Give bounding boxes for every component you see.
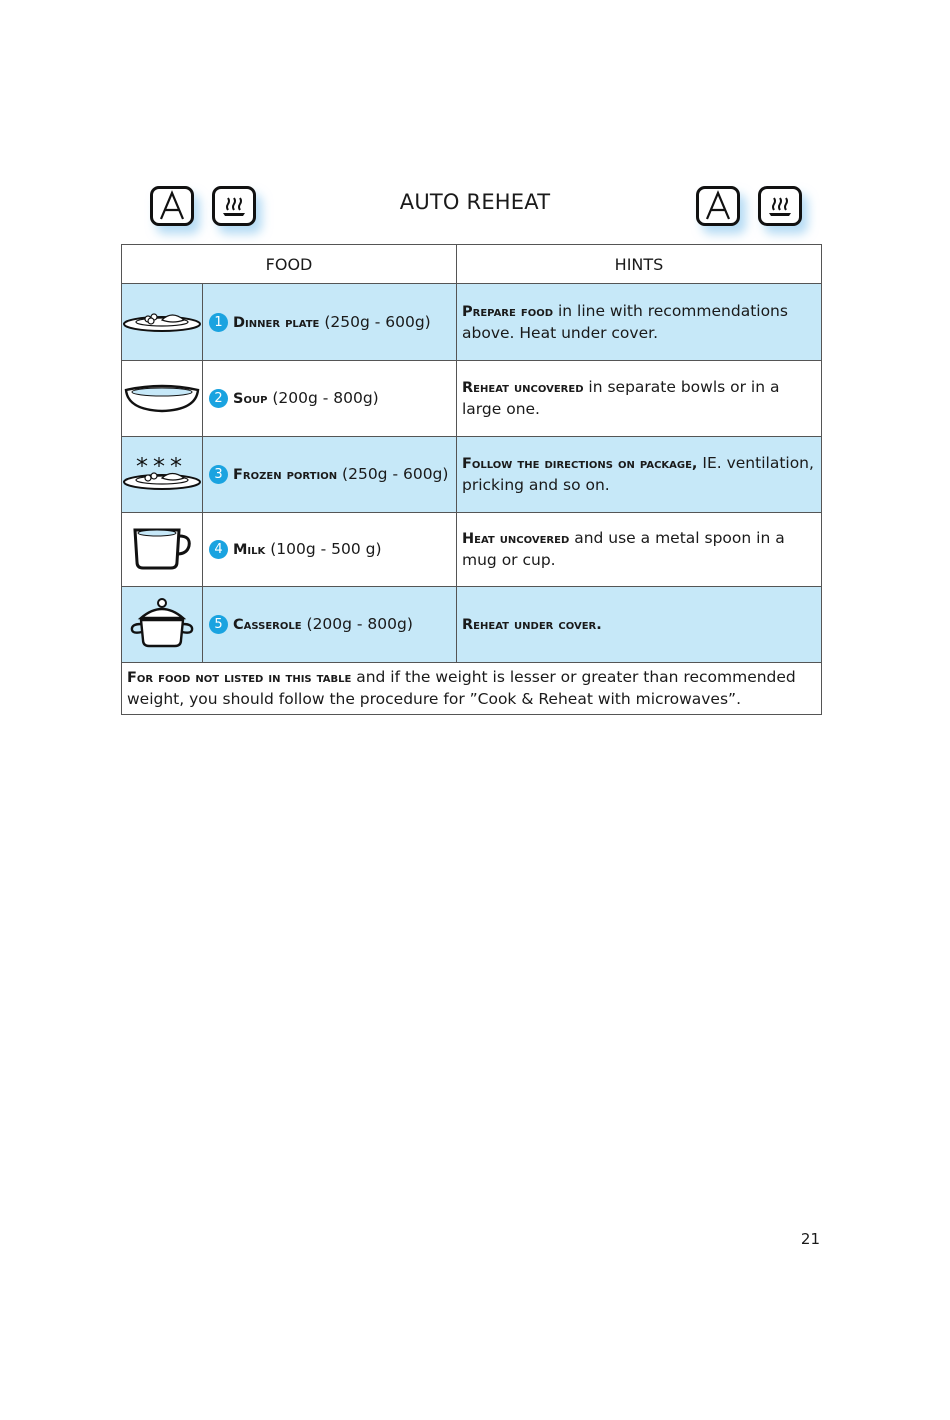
hint-lead: Prepare food <box>462 303 554 320</box>
dinner-plate-icon <box>122 284 203 361</box>
footer-text: and if the weight is lesser or greater than recommended weight, you should follow the procedure for ”Cook & Reheat with microwaves”. <box>127 668 796 708</box>
auto-reheat-table <box>121 244 822 715</box>
food-name: Dinner plate <box>233 314 320 331</box>
hint-cell <box>457 361 822 437</box>
milk-mug-icon <box>122 513 203 587</box>
table-row <box>122 587 822 663</box>
food-weight: (100g - 500 g) <box>270 540 382 558</box>
food-name: Soup <box>233 391 268 407</box>
frozen-plate-icon <box>122 437 203 513</box>
header-icons-right <box>696 186 802 226</box>
food-name: Casserole <box>233 617 302 633</box>
hint-cell <box>457 513 822 587</box>
number-badge: 3 <box>209 465 228 484</box>
footer-note <box>122 663 822 715</box>
soup-bowl-icon <box>122 361 203 437</box>
hint-cell <box>457 284 822 361</box>
hints-column-header: HINTS <box>457 245 822 284</box>
food-weight: (250g - 600g) <box>324 312 431 331</box>
hint-lead: Reheat under cover. <box>462 616 602 633</box>
food-weight: (200g - 800g) <box>306 615 413 633</box>
hint-text: in line with recommendations above. Heat under cover. <box>462 301 788 342</box>
table-header-row <box>122 245 822 284</box>
food-cell <box>203 284 457 361</box>
food-column-header: FOOD <box>122 245 457 284</box>
page-number: 21 <box>800 1230 820 1248</box>
hint-cell <box>457 587 822 663</box>
casserole-pot-icon <box>122 587 203 663</box>
food-cell <box>203 513 457 587</box>
number-badge: 5 <box>209 615 228 634</box>
number-badge: 2 <box>209 389 228 408</box>
number-badge: 4 <box>209 540 228 559</box>
food-weight: (250g - 600g) <box>342 465 449 483</box>
table-row <box>122 513 822 587</box>
page-title: AUTO REHEAT <box>399 190 551 214</box>
hint-text: IE. ventilation, pricking and so on. <box>462 454 814 494</box>
footer-lead: For food not listed in this table <box>127 670 352 686</box>
hint-lead: Heat uncovered <box>462 531 570 547</box>
table-row <box>122 437 822 513</box>
hint-lead: Follow the directions on package, <box>462 456 698 472</box>
hint-lead: Reheat uncovered <box>462 380 584 396</box>
auto-key-icon <box>696 186 740 226</box>
table-footer-row <box>122 663 822 715</box>
reheat-key-icon <box>758 186 802 226</box>
number-badge: 1 <box>209 313 228 332</box>
hint-cell <box>457 437 822 513</box>
food-cell <box>203 587 457 663</box>
food-name: Milk <box>233 542 266 558</box>
food-weight: (200g - 800g) <box>272 389 379 407</box>
table-row <box>122 361 822 437</box>
hint-text: in separate bowls or in a large one. <box>462 378 780 418</box>
food-cell <box>203 361 457 437</box>
table-row <box>122 284 822 361</box>
food-name: Frozen portion <box>233 467 338 483</box>
food-cell <box>203 437 457 513</box>
hint-text: and use a metal spoon in a mug or cup. <box>462 529 785 569</box>
